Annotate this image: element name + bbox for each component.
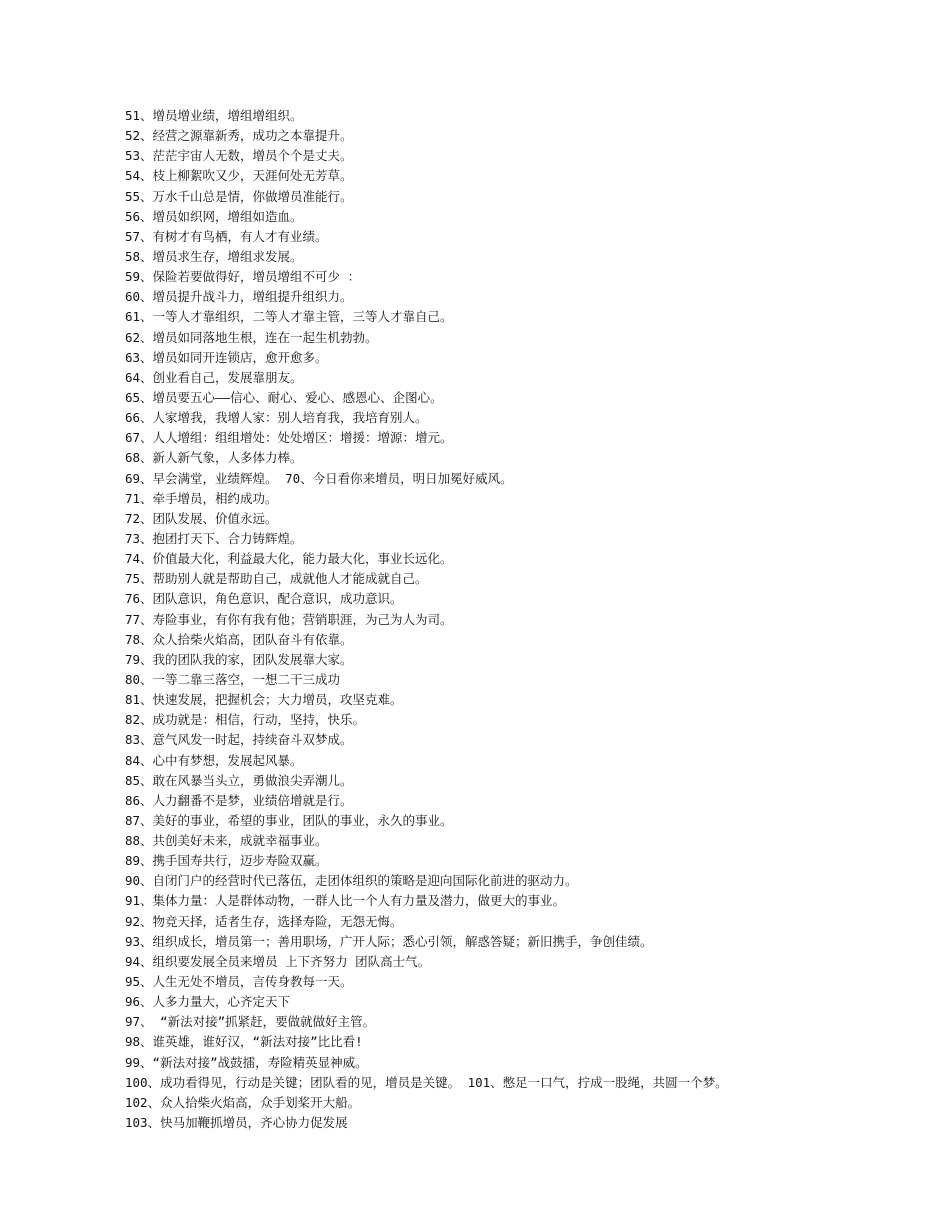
- list-item: 51、增员增业绩，增组增组织。: [125, 108, 303, 123]
- list-item: 89、携手国寿共行，迈步寿险双赢。: [125, 853, 328, 869]
- list-item: 90、自闭门户的经营时代已落伍，走团体组织的策略是迎向国际化前进的驱动力。: [125, 873, 578, 889]
- list-item: 85、敢在风暴当头立，勇做浪尖弄潮儿。: [125, 772, 353, 788]
- list-item: 59、保险若要做得好，增员增组不可少 ：: [125, 269, 361, 285]
- slogan-list: [125, 106, 925, 1133]
- list-item: 56、增员如织网，增组如造血。: [125, 208, 303, 224]
- list-item: 75、帮助别人就是帮助自己，成就他人才能成就自己。: [125, 571, 428, 587]
- list-item: 97、 “新法对接”抓紧赶，要做就做好主管。: [125, 1014, 376, 1030]
- list-item: 87、美好的事业，希望的事业，团队的事业，永久的事业。: [125, 812, 453, 828]
- list-item: 73、抱团打天下、合力铸辉煌。: [125, 530, 303, 546]
- list-item: 61、一等人才靠组织，二等人才靠主管，三等人才靠自己。: [125, 309, 453, 325]
- list-item: 78、众人拾柴火焰高，团队奋斗有依靠。: [125, 631, 353, 647]
- list-item: 100、成功看得见，行动是关键；团队看的见，增员是关键。 101、憋足一口气，拧成一股绳，共圆一个梦。: [125, 1074, 728, 1090]
- list-item: 53、茫茫宇宙人无数，增员个个是丈夫。: [125, 148, 353, 164]
- list-item: 67、人人增组：组组增处：处处增区：增援：增源：增元。: [125, 430, 453, 446]
- list-item: 55、万水千山总是情，你做增员准能行。: [125, 188, 353, 204]
- list-item: 74、价值最大化，利益最大化，能力最大化，事业长远化。: [125, 551, 453, 567]
- list-item: 72、团队发展、价值永远。: [125, 510, 278, 526]
- list-item: 98、谁英雄，谁好汉，“新法对接”比比看!: [125, 1034, 363, 1050]
- list-item: 84、心中有梦想，发展起风暴。: [125, 752, 303, 768]
- list-item: 93、组织成长，增员第一；善用职场，广开人际；悉心引领，解惑答疑；新旧携手，争创佳绩。: [125, 933, 653, 949]
- list-item: 83、意气风发一时起，持续奋斗双梦成。: [125, 732, 353, 748]
- list-item: 63、增员如同开连锁店，愈开愈多。: [125, 349, 328, 365]
- list-item: 69、早会满堂，业绩辉煌。 70、今日看你来增员，明日加冕好威风。: [125, 470, 513, 486]
- list-item: 79、我的团队我的家，团队发展靠大家。: [125, 651, 353, 667]
- list-item: 66、人家增我，我增人家：别人培育我，我培育别人。: [125, 410, 428, 426]
- list-item: 92、物竞天择，适者生存，选择寿险，无怨无悔。: [125, 913, 403, 929]
- list-item: 81、快速发展，把握机会；大力增员，攻坚克难。: [125, 692, 403, 708]
- list-item: 99、“新法对接”战鼓擂，寿险精英显神威。: [125, 1054, 368, 1070]
- list-item: 68、新人新气象，人多体力棒。: [125, 450, 303, 466]
- list-item: 65、增员要五心——信心、耐心、爱心、感恩心、企图心。: [125, 389, 443, 405]
- list-item: 57、有树才有鸟栖，有人才有业绩。: [125, 228, 328, 244]
- list-item: 52、经营之源靠新秀，成功之本靠提升。: [125, 128, 353, 144]
- list-item: 80、一等二靠三落空，一想二干三成功: [125, 671, 341, 687]
- list-item: 58、增员求生存，增组求发展。: [125, 248, 303, 264]
- list-item: 95、人生无处不增员，言传身教每一天。: [125, 974, 353, 990]
- list-item: 62、增员如同落地生根，连在一起生机勃勃。: [125, 329, 378, 345]
- list-item: 91、集体力量：人是群体动物，一群人比一个人有力量及潜力，做更大的事业。: [125, 893, 566, 909]
- list-item: 88、共创美好未来，成就幸福事业。: [125, 833, 328, 849]
- list-item: 76、团队意识，角色意识，配合意识，成功意识。: [125, 591, 403, 607]
- list-item: 86、人力翻番不是梦，业绩倍增就是行。: [125, 792, 353, 808]
- list-item: 60、增员提升战斗力，增组提升组织力。: [125, 289, 353, 305]
- list-item: 77、寿险事业，有你有我有他；营销职涯，为己为人为司。: [125, 611, 453, 627]
- list-item: 96、人多力量大，心齐定天下: [125, 994, 291, 1010]
- list-item: 102、众人拾柴火焰高，众手划桨开大船。: [125, 1094, 361, 1110]
- list-item: 94、组织要发展全员来增员 上下齐努力 团队高士气。: [125, 953, 431, 969]
- list-item: 54、枝上柳絮吹又少，天涯何处无芳草。: [125, 168, 353, 184]
- list-item: 64、创业看自己，发展靠朋友。: [125, 369, 303, 385]
- list-item: 103、快马加鞭抓增员，齐心协力促发展: [125, 1115, 348, 1131]
- list-item: 71、牵手增员，相约成功。: [125, 490, 278, 506]
- list-item: 82、成功就是：相信，行动，坚持，快乐。: [125, 712, 366, 728]
